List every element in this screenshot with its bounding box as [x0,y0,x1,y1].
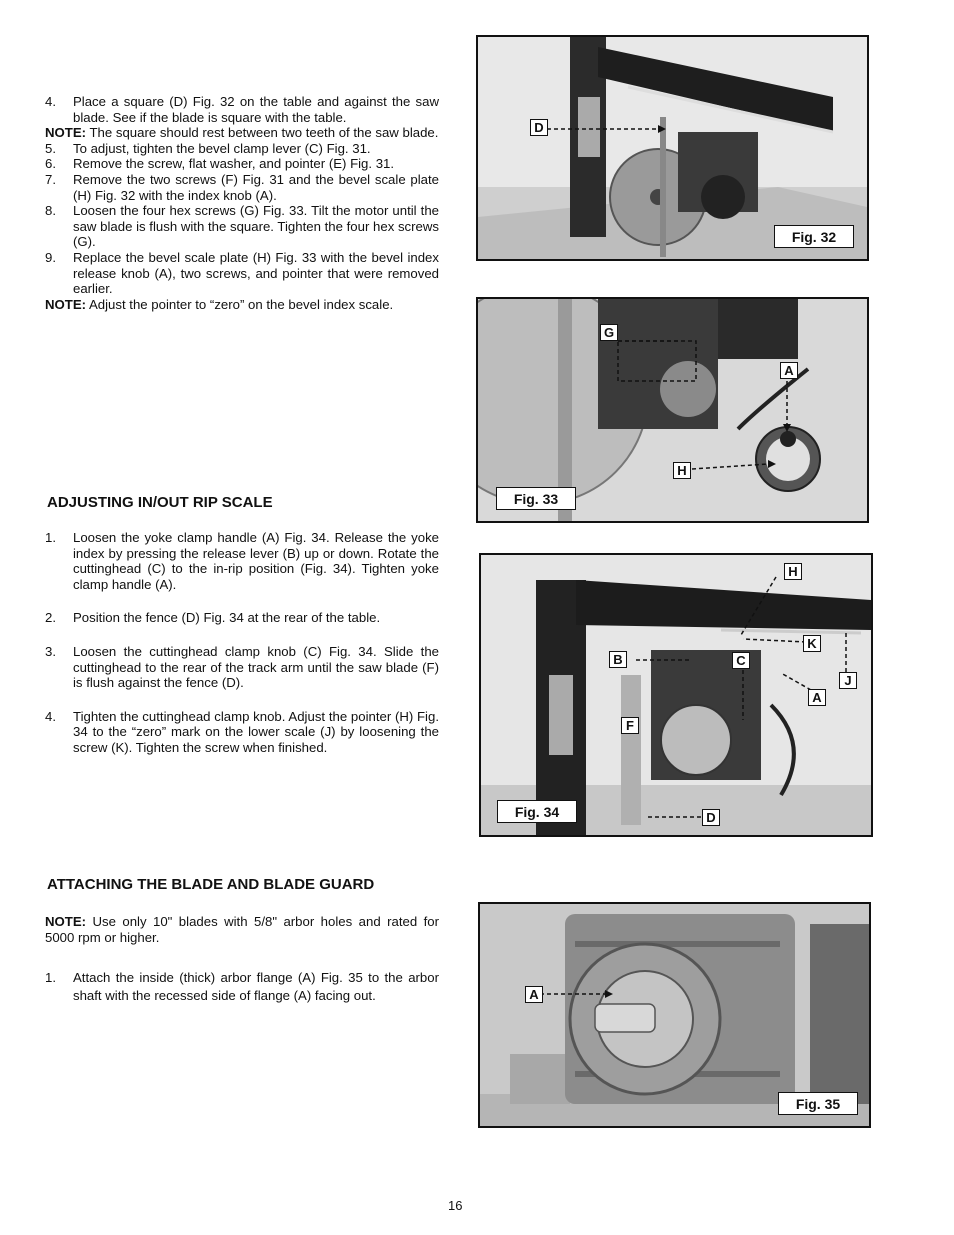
step-7: 7. Remove the two screws (F) Fig. 31 and the bevel scale plate (H) Fig. 32 with the index knob (A). [45,171,439,203]
section-heading: ATTACHING THE BLADE AND BLADE GUARD [47,876,375,893]
step-4: 4. Tighten the cuttinghead clamp knob. Adjust the pointer (H) Fig. 34 to the “zero” mark on the lower scale (J) by loosening the screw (K). Tighten the screw when finished. [45,708,439,755]
step-4: 4. Place a square (D) Fig. 32 on the table and against the saw blade. See if the blade is square with the table. [45,94,439,125]
step-6: 6. Remove the screw, flat washer, and pointer (E) Fig. 31. [45,156,395,172]
callout-a: A [525,986,543,1003]
section3-text [45,914,439,1005]
figure-label: Fig. 32 [774,225,854,248]
callout-h: H [784,563,802,580]
callout-c: C [732,652,750,669]
callout-d: D [530,119,548,136]
figure-33 [476,297,869,523]
step-1: 1. Loosen the yoke clamp handle (A) Fig. 34. Release the yoke index by pressing the release lever (B) up or down. Rotate the cuttinghead (C) to the in-rip position (Fig. 34). Tighten yoke clamp handle (A). [45,530,439,592]
callout-f: F [621,717,639,734]
section2-text [45,530,439,756]
figure-label: Fig. 34 [497,800,577,823]
callout-j: J [839,672,857,689]
step-9: 9. Replace the bevel scale plate (H) Fig. 33 with the bevel index release knob (A), two screws, and pointer that were removed earlier. [45,249,439,297]
callout-a: A [808,689,826,706]
figure-label: Fig. 35 [778,1092,858,1115]
figure-label: Fig. 33 [496,487,576,510]
callout-k: K [803,635,821,652]
note: NOTE: The square should rest between two teeth of the saw blade. [45,125,439,141]
callout-d: D [702,809,720,826]
note: NOTE: Use only 10" blades with 5/8" arbor holes and rated for 5000 rpm or higher. [45,914,439,945]
figure-34 [479,553,873,837]
callout-g: G [600,324,618,341]
figure-32 [476,35,869,261]
step-1: 1. Attach the inside (thick) arbor flange (A) Fig. 35 to the arbor shaft with the recessed side of flange (A) facing out. [45,970,439,1004]
section-heading: ADJUSTING IN/OUT RIP SCALE [47,494,273,511]
section1-text [45,94,439,312]
step-3: 3. Loosen the cuttinghead clamp knob (C) Fig. 34. Slide the cuttinghead to the rear of the track arm until the saw blade (F) is flush against the fence (D). [45,643,439,691]
note: NOTE: Adjust the pointer to “zero” on the bevel index scale. [45,296,394,312]
callout-h: H [673,462,691,479]
step-8: 8. Loosen the four hex screws (G) Fig. 33. Tilt the motor until the saw blade is flush with the square. Tighten the four hex screws (G). [45,203,439,250]
step-2: 2. Position the fence (D) Fig. 34 at the rear of the table. [45,610,381,626]
page-number: 16 [448,1198,463,1213]
figure-35 [478,902,871,1128]
step-5: 5. To adjust, tighten the bevel clamp lever (C) Fig. 31. [45,140,371,156]
callout-b: B [609,651,627,668]
callout-a: A [780,362,798,379]
